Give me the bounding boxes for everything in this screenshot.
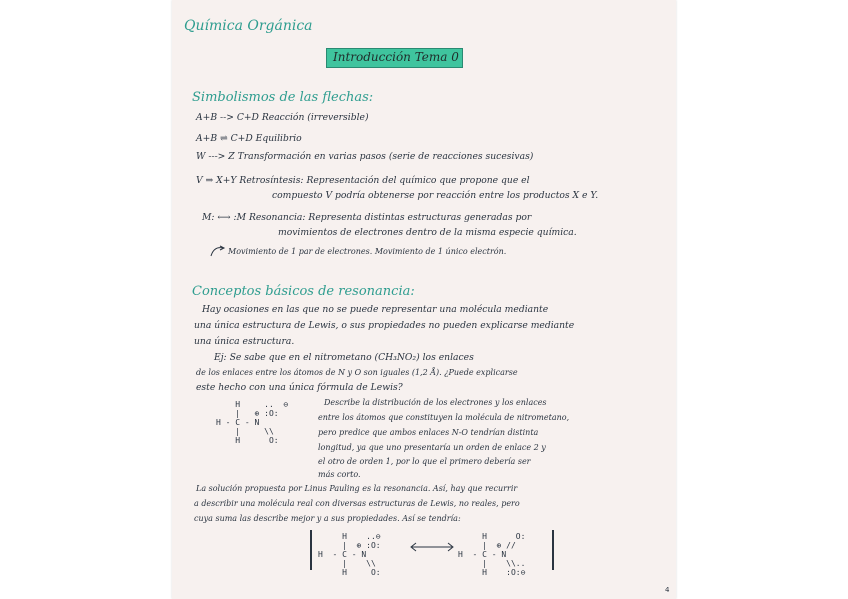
chapter-title: Introducción Tema 0 bbox=[333, 50, 459, 64]
arrow-line-4: V ⇒ X+Y Retrosíntesis: Representación del químico que propone que el bbox=[196, 175, 530, 186]
example-line-1: Ej: Se sabe que en el nitrometano (CH₃NO₂) los enlaces bbox=[214, 352, 474, 363]
resonance-structure-2: H O: | ⊕ // H - C - N | \\.. H :O:⊖ bbox=[458, 532, 526, 577]
arrow-line-1: A+B --> C+D Reacción (irreversible) bbox=[196, 112, 369, 123]
para2-line-2: a describir una molécula real con diversas estructuras de Lewis, no reales, pero bbox=[194, 499, 520, 508]
page-number: 4 bbox=[665, 586, 670, 594]
notebook-page bbox=[172, 0, 676, 599]
curved-arrow-icon bbox=[208, 244, 228, 258]
arrow-line-5b: movimientos de electrones dentro de la misma especie química. bbox=[278, 227, 577, 238]
explanation-line-4: longitud, ya que uno presentaría un orden de enlace 2 y bbox=[318, 443, 546, 452]
explanation-line-5: el otro de orden 1, por lo que el primero debería ser bbox=[318, 457, 531, 466]
explanation-line-1: Describe la distribución de los electrones y los enlaces bbox=[324, 398, 547, 407]
section-heading-resonance: Conceptos básicos de resonancia: bbox=[192, 284, 415, 299]
para2-line-3: cuya suma las describe mejor y a sus propiedades. Así se tendría: bbox=[194, 514, 461, 523]
bracket-left bbox=[310, 530, 312, 570]
example-line-3: este hecho con una única fórmula de Lewis? bbox=[196, 382, 403, 393]
arrow-line-3: W ---> Z Transformación en varias pasos (serie de reacciones sucesivas) bbox=[196, 151, 534, 162]
para1-line-2: una única estructura de Lewis, o sus propiedades no pueden explicarse mediante bbox=[194, 320, 575, 331]
explanation-line-2: entre los átomos que constituyen la molécula de nitrometano, bbox=[318, 413, 570, 422]
bracket-right bbox=[552, 530, 554, 570]
resonance-structure-1: H ..⊖ | ⊕ :O: H - C - N | \\ H O: bbox=[318, 532, 381, 577]
para1-line-3: una única estructura. bbox=[194, 336, 295, 347]
nitromethane-structure: H .. ⊖ | ⊕ :O: H - C - N | \\ H O: bbox=[216, 400, 289, 445]
explanation-line-6: más corto. bbox=[318, 470, 361, 479]
para1-line-1: Hay ocasiones en las que no se puede representar una molécula mediante bbox=[202, 304, 549, 315]
subject-title: Química Orgánica bbox=[184, 18, 313, 34]
arrow-line-6: Movimiento de 1 par de electrones. Movimiento de 1 único electrón. bbox=[228, 247, 507, 256]
arrow-line-2: A+B ⇌ C+D Equilibrio bbox=[196, 133, 302, 144]
explanation-line-3: pero predice que ambos enlaces N-O tendrían distinta bbox=[318, 428, 539, 437]
chapter-title-highlight bbox=[326, 48, 463, 68]
arrow-line-5: M: ⟷ :M Resonancia: Representa distintas estructuras generadas por bbox=[202, 212, 532, 223]
resonance-arrow-icon bbox=[408, 542, 456, 552]
arrow-line-4b: compuesto V podría obtenerse por reacción entre los productos X e Y. bbox=[272, 190, 599, 201]
example-line-2: de los enlaces entre los átomos de N y O son iguales (1,2 Å). ¿Puede explicarse bbox=[196, 368, 518, 377]
para2-line-1: La solución propuesta por Linus Pauling es la resonancia. Así, hay que recurrir bbox=[196, 484, 518, 493]
section-heading-arrows: Simbolismos de las flechas: bbox=[192, 90, 374, 105]
